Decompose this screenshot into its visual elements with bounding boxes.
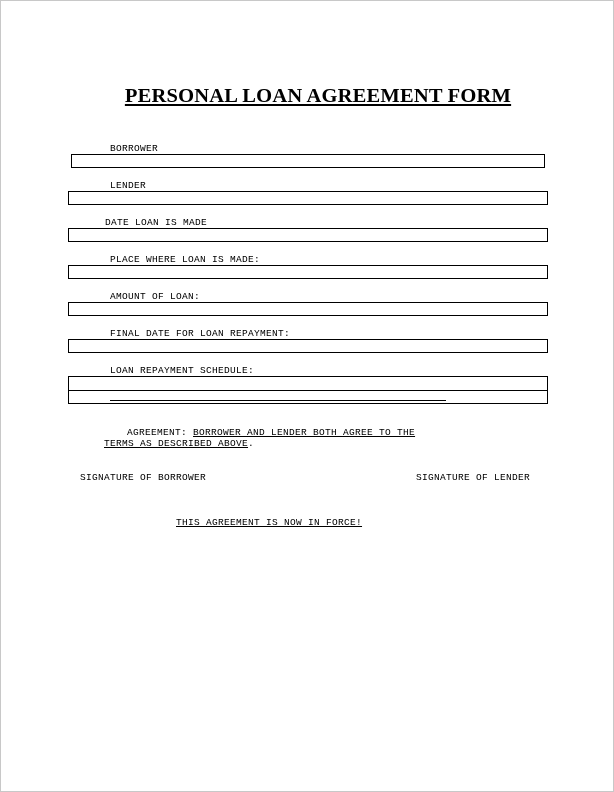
lender-label: LENDER (110, 180, 147, 191)
lender-field[interactable] (68, 191, 548, 205)
schedule-underline (110, 400, 446, 401)
repayment-schedule-field[interactable] (68, 376, 548, 404)
agreement-period: . (248, 438, 255, 449)
amount-of-loan-label: AMOUNT OF LOAN: (110, 291, 201, 302)
lender-signature-label: SIGNATURE OF LENDER (416, 472, 531, 483)
in-force-notice: THIS AGREEMENT IS NOW IN FORCE! (176, 517, 363, 528)
final-date-repayment-field[interactable] (68, 339, 548, 353)
borrower-field[interactable] (71, 154, 545, 168)
agreement-line-1 (127, 427, 415, 438)
amount-of-loan-field[interactable] (68, 302, 548, 316)
agreement-prefix: AGREEMENT: (127, 427, 194, 438)
repayment-schedule-label: LOAN REPAYMENT SCHEDULE: (110, 365, 255, 376)
schedule-divider (69, 390, 547, 391)
page-title: PERSONAL LOAN AGREEMENT FORM (124, 85, 512, 107)
agreement-terms-1: BORROWER AND LENDER BOTH AGREE TO THE (193, 427, 416, 438)
borrower-label: BORROWER (110, 143, 159, 154)
borrower-signature-label: SIGNATURE OF BORROWER (80, 472, 207, 483)
final-date-repayment-label: FINAL DATE FOR LOAN REPAYMENT: (110, 328, 291, 339)
agreement-terms-2: TERMS AS DESCRIBED ABOVE (104, 438, 249, 449)
place-loan-made-label: PLACE WHERE LOAN IS MADE: (110, 254, 261, 265)
date-loan-made-field[interactable] (68, 228, 548, 242)
place-loan-made-field[interactable] (68, 265, 548, 279)
agreement-line-2 (104, 438, 254, 449)
date-loan-made-label: DATE LOAN IS MADE (105, 217, 208, 228)
